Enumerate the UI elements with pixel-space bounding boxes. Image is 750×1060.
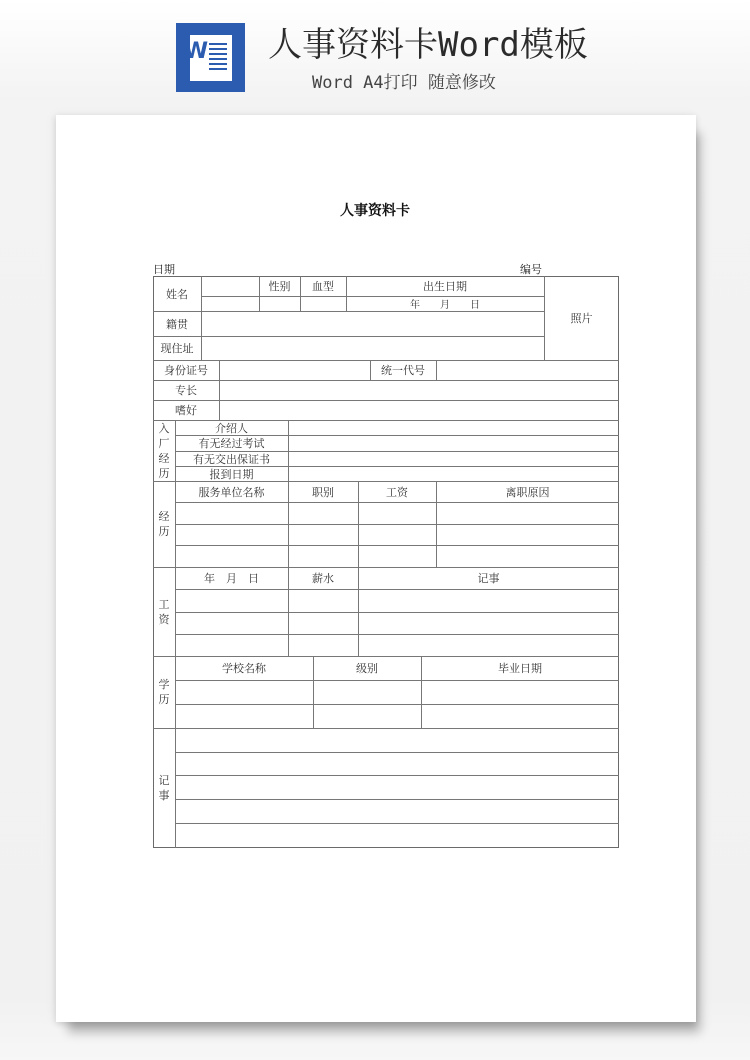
guarantee-label: 有无交出保证书 xyxy=(193,452,270,466)
birth-date-label: 出生日期 xyxy=(423,280,467,293)
education-section-label: 学 历 xyxy=(158,678,170,706)
experience-section-label: 经 历 xyxy=(158,510,170,538)
exam-field[interactable] xyxy=(289,436,619,451)
education-row[interactable] xyxy=(176,681,619,704)
specialty-label: 专长 xyxy=(175,384,197,397)
school-header: 学校名称 xyxy=(222,662,266,675)
word-logo-icon: W xyxy=(176,23,245,92)
education-row[interactable] xyxy=(176,705,619,728)
salary-date-header: 年 月 日 xyxy=(204,572,259,585)
address-field[interactable] xyxy=(202,337,544,360)
id-number-field[interactable] xyxy=(220,361,370,380)
wage-header: 工资 xyxy=(386,485,408,499)
name-label: 姓名 xyxy=(166,287,188,301)
experience-row[interactable] xyxy=(176,503,619,524)
document-title: 人事资料卡 xyxy=(340,203,410,219)
salary-amount-header: 薪水 xyxy=(312,572,334,585)
position-header: 职别 xyxy=(312,485,334,499)
gender-field[interactable] xyxy=(260,297,300,311)
experience-row[interactable] xyxy=(176,546,619,567)
specialty-field[interactable] xyxy=(220,381,619,400)
notes-row[interactable] xyxy=(176,824,619,847)
referrer-field[interactable] xyxy=(289,421,619,435)
exam-label: 有无经过考试 xyxy=(198,437,265,450)
banner-title: 人事资料卡Word模板 xyxy=(268,25,588,65)
notes-row[interactable] xyxy=(176,729,619,752)
hobby-field[interactable] xyxy=(220,401,619,420)
banner-subtitle: Word A4打印 随意修改 xyxy=(312,73,496,93)
date-label: 日期 xyxy=(153,263,175,276)
report-date-field[interactable] xyxy=(289,467,619,481)
salary-notes-header: 记事 xyxy=(477,572,500,585)
id-number-label: 身份证号 xyxy=(164,364,208,377)
photo-area[interactable]: 照片 xyxy=(570,312,593,325)
leave-reason-header: 离职原因 xyxy=(505,485,550,499)
name-field[interactable] xyxy=(202,277,259,311)
native-place-field[interactable] xyxy=(202,312,544,336)
salary-row[interactable] xyxy=(176,613,619,634)
blood-type-field[interactable] xyxy=(301,297,346,311)
birth-date-field[interactable]: 年 月 日 xyxy=(410,300,480,311)
referrer-label: 介绍人 xyxy=(215,421,248,435)
unified-code-field[interactable] xyxy=(437,361,619,380)
hobby-label: 嗜好 xyxy=(175,404,197,417)
unified-code-label: 统一代号 xyxy=(381,364,425,377)
number-label: 编号 xyxy=(520,263,542,276)
entry-section-label: 入 厂 经 历 xyxy=(158,421,170,480)
employer-header: 服务单位名称 xyxy=(198,485,265,499)
gender-label: 性别 xyxy=(268,280,291,293)
notes-row[interactable] xyxy=(176,776,619,799)
blood-type-label: 血型 xyxy=(312,280,334,293)
guarantee-field[interactable] xyxy=(289,452,619,466)
level-header: 级别 xyxy=(356,662,378,675)
salary-section-label: 工 资 xyxy=(158,597,170,626)
report-date-label: 报到日期 xyxy=(209,467,254,481)
salary-row[interactable] xyxy=(176,635,619,656)
notes-row[interactable] xyxy=(176,800,619,823)
experience-row[interactable] xyxy=(176,525,619,545)
salary-row[interactable] xyxy=(176,590,619,612)
native-place-label: 籍贯 xyxy=(166,317,188,331)
notes-row[interactable] xyxy=(176,753,619,775)
notes-section-label: 记 事 xyxy=(158,774,170,802)
address-label: 现住址 xyxy=(160,342,194,355)
graduation-date-header: 毕业日期 xyxy=(498,662,542,675)
banner xyxy=(0,0,750,110)
